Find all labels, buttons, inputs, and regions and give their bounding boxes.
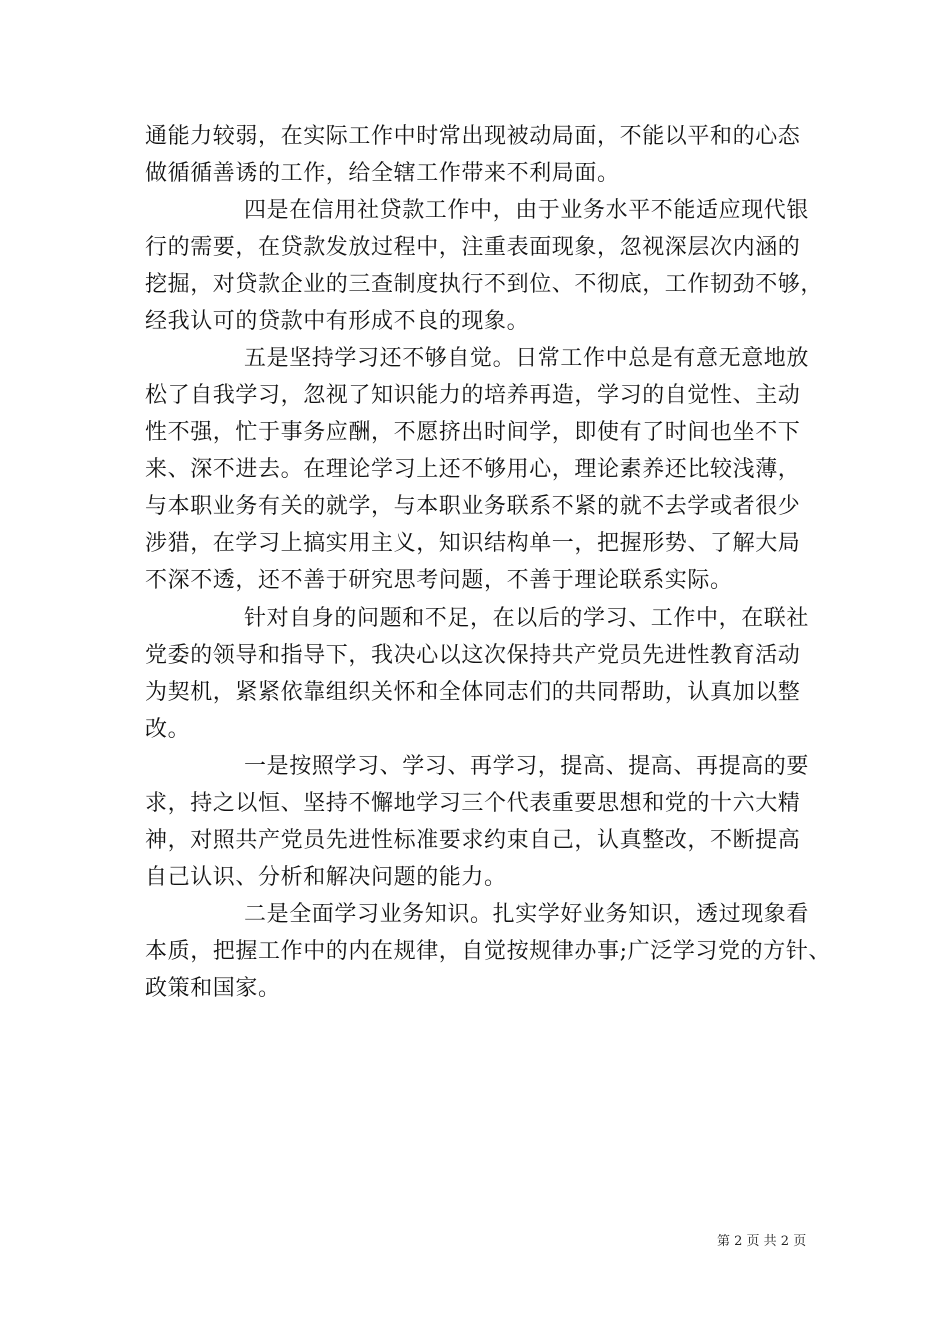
text-line: 行的需要，在贷款发放过程中，注重表面现象，忽视深层次内涵的 <box>145 235 801 260</box>
paragraph-first-line: 四是在信用社贷款工作中，由于业务水平不能适应现代银 <box>244 198 810 223</box>
text-line: 经我认可的贷款中有形成不良的现象。 <box>145 309 530 334</box>
text-line: 政策和国家。 <box>145 976 281 1001</box>
text-line: 做循循善诱的工作，给全辖工作带来不利局面。 <box>145 161 620 186</box>
paragraph-first-line: 五是坚持学习还不够自觉。日常工作中总是有意无意地放 <box>244 346 810 371</box>
text-line: 性不强，忙于事务应酬，不愿挤出时间学，即使有了时间也坐不下 <box>145 420 801 445</box>
paragraph-first-line: 针对自身的问题和不足，在以后的学习、工作中，在联社 <box>244 606 810 631</box>
text-line: 来、深不进去。在理论学习上还不够用心，理论素养还比较浅薄， <box>145 457 801 482</box>
text-line: 挖掘，对贷款企业的三查制度执行不到位、不彻底，工作韧劲不够， <box>145 272 824 297</box>
paragraph-first-line: 一是按照学习、学习、再学习，提高、提高、再提高的要 <box>244 754 810 779</box>
text-line: 松了自我学习，忽视了知识能力的培养再造，学习的自觉性、主动 <box>145 383 801 408</box>
text-line: 与本职业务有关的就学，与本职业务联系不紧的就不去学或者很少 <box>145 494 801 519</box>
page-number-footer: 第 2 页 共 2 页 <box>717 1234 807 1249</box>
text-line: 神，对照共产党员先进性标准要求约束自己，认真整改，不断提高 <box>145 828 801 853</box>
text-line: 不深不透，还不善于研究思考问题，不善于理论联系实际。 <box>145 568 733 593</box>
text-line: 涉猎，在学习上搞实用主义，知识结构单一，把握形势、了解大局 <box>145 531 801 556</box>
paragraph-first-line: 二是全面学习业务知识。扎实学好业务知识，透过现象看 <box>244 902 810 927</box>
text-line: 通能力较弱，在实际工作中时常出现被动局面，不能以平和的心态 <box>145 124 801 149</box>
text-line: 改。 <box>145 717 191 742</box>
text-line: 党委的领导和指导下，我决心以这次保持共产党员先进性教育活动 <box>145 643 801 668</box>
text-line: 为契机，紧紧依靠组织关怀和全体同志们的共同帮助，认真加以整 <box>145 680 801 705</box>
text-line: 本质，把握工作中的内在规律，自觉按规律办事;广泛学习党的方针、 <box>145 939 832 964</box>
text-line: 求，持之以恒、坚持不懈地学习三个代表重要思想和党的十六大精 <box>145 791 801 816</box>
text-line: 自己认识、分析和解决问题的能力。 <box>145 865 507 890</box>
